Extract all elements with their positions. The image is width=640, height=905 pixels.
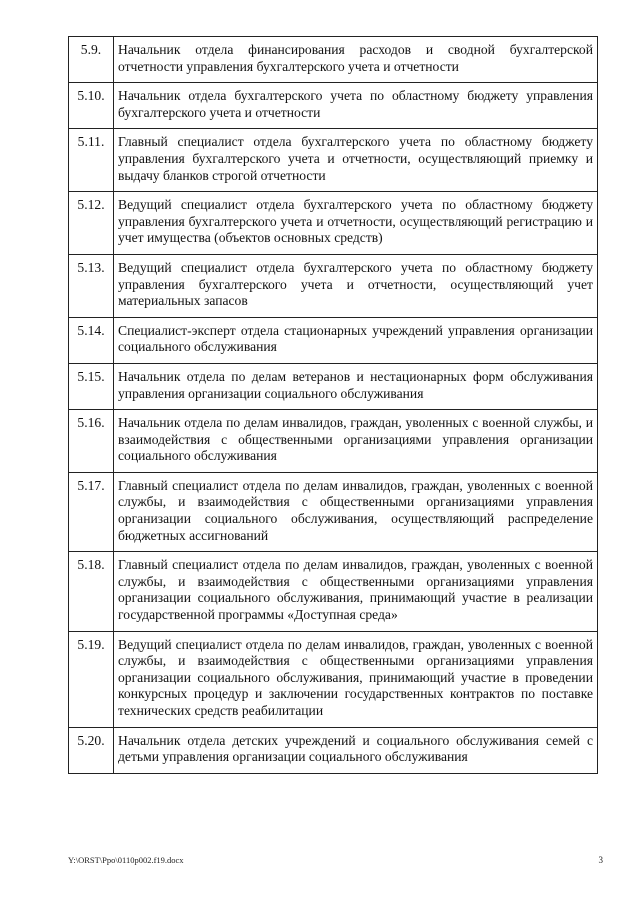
table-row (69, 631, 598, 727)
table-row (69, 37, 598, 83)
table-row (69, 317, 598, 363)
row-number: 5.18. (69, 552, 114, 631)
row-number: 5.10. (69, 83, 114, 129)
table-row (69, 192, 598, 255)
row-number: 5.11. (69, 129, 114, 192)
position-title: Ведущий специалист отдела бухгалтерского учета по областному бюджету управления бухгалтерского учета и отчетности, осуществляющий учет материальных запасов (114, 254, 598, 317)
position-title: Ведущий специалист отдела по делам инвалидов, граждан, уволенных с военной службы, и взаимодействия с общественными организациями управления организации социального обслуживания, принимающий участие в проведении конкурсных процедур и заключении государственных контрактов по поставке технических средств реабилитации (114, 631, 598, 727)
table-row (69, 83, 598, 129)
row-number: 5.12. (69, 192, 114, 255)
row-number: 5.17. (69, 472, 114, 551)
row-number: 5.15. (69, 363, 114, 409)
table-row (69, 129, 598, 192)
table-row (69, 552, 598, 631)
positions-table (68, 36, 598, 774)
position-title: Главный специалист отдела по делам инвалидов, граждан, уволенных с военной службы, и взаимодействия с общественными организациями управления организации социального обслуживания, принимающий участие в реализации государственной программы «Доступная среда» (114, 552, 598, 631)
page-number: 3 (598, 855, 603, 865)
position-title: Ведущий специалист отдела бухгалтерского учета по областному бюджету управления бухгалтерского учета и отчетности, осуществляющий регистрацию и учет имущества (объектов основных средств) (114, 192, 598, 255)
position-title: Начальник отдела по делам инвалидов, граждан, уволенных с военной службы, и взаимодействия с общественными организациями управления организации социального обслуживания (114, 410, 598, 473)
position-title: Начальник отдела бухгалтерского учета по областному бюджету управления бухгалтерского учета и отчетности (114, 83, 598, 129)
table-row (69, 410, 598, 473)
row-number: 5.20. (69, 727, 114, 773)
row-number: 5.16. (69, 410, 114, 473)
position-title: Специалист-эксперт отдела стационарных учреждений управления организации социального обслуживания (114, 317, 598, 363)
table-row (69, 472, 598, 551)
positions-table-body (69, 37, 598, 774)
table-row (69, 363, 598, 409)
position-title: Начальник отдела детских учреждений и социального обслуживания семей с детьми управления организации социального обслуживания (114, 727, 598, 773)
position-title: Начальник отдела по делам ветеранов и нестационарных форм обслуживания управления организации социального обслуживания (114, 363, 598, 409)
row-number: 5.9. (69, 37, 114, 83)
row-number: 5.19. (69, 631, 114, 727)
table-row (69, 727, 598, 773)
position-title: Начальник отдела финансирования расходов и сводной бухгалтерской отчетности управления бухгалтерского учета и отчетности (114, 37, 598, 83)
position-title: Главный специалист отдела бухгалтерского учета по областному бюджету управления бухгалтерского учета и отчетности, осуществляющий приемку и выдачу бланков строгой отчетности (114, 129, 598, 192)
row-number: 5.14. (69, 317, 114, 363)
footer-file-path: Y:\ORST\Ppo\0110p002.f19.docx (68, 855, 184, 865)
table-row (69, 254, 598, 317)
position-title: Главный специалист отдела по делам инвалидов, граждан, уволенных с военной службы, и взаимодействия с общественными организациями управления организации социального обслуживания, осуществляющий распределение бюджетных ассигнований (114, 472, 598, 551)
row-number: 5.13. (69, 254, 114, 317)
